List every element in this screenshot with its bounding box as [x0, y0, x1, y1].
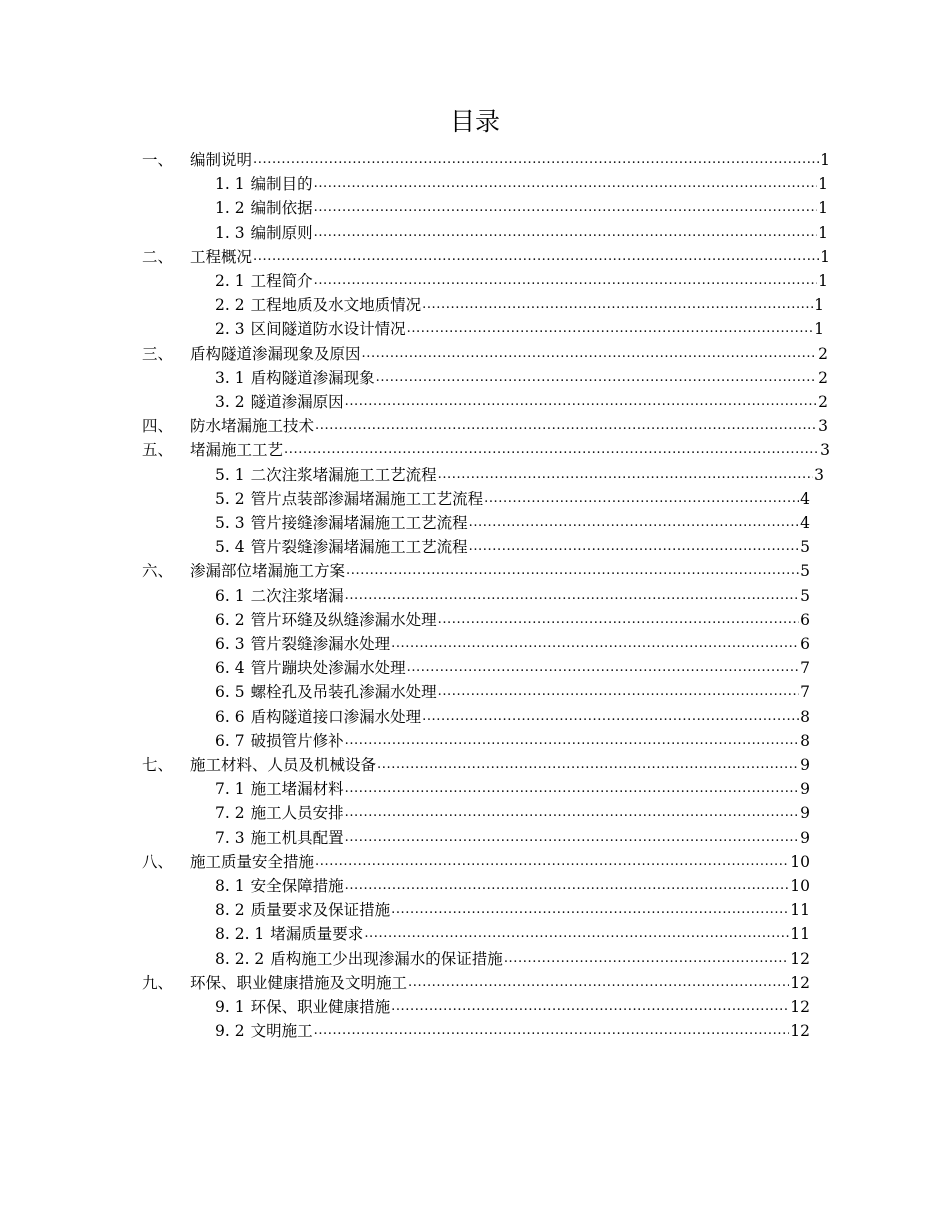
toc-entry-title [215, 174, 313, 194]
toc-entry-label: 破损管片修补 [250, 731, 344, 750]
toc-entry-number: 四、 [142, 417, 174, 436]
toc-section-entry[interactable] [215, 364, 828, 388]
toc-entry-title [142, 561, 345, 581]
toc-section-entry[interactable] [215, 678, 810, 702]
toc-section-entry[interactable] [215, 170, 828, 194]
toc-entry-label: 二次注浆堵漏施工工艺流程 [250, 465, 437, 484]
toc-dot-leader [438, 610, 800, 630]
toc-section-entry[interactable] [215, 291, 824, 315]
toc-entry-title [215, 513, 468, 533]
toc-entry-label: 盾构隧道接口渗漏水处理 [250, 707, 422, 726]
toc-page-number: 5 [800, 538, 810, 557]
toc-entry-label: 编制目的 [250, 175, 313, 194]
toc-chapter-entry[interactable] [142, 848, 810, 872]
toc-chapter-entry[interactable] [142, 751, 810, 775]
toc-section-entry[interactable] [215, 775, 810, 799]
toc-page-number: 9 [800, 828, 810, 847]
toc-entry-number: 9. 2 [215, 1022, 245, 1041]
toc-page-number: 3 [818, 417, 828, 436]
toc-chapter-entry[interactable] [142, 969, 810, 993]
toc-entry-label: 防水堵漏施工技术 [190, 417, 315, 436]
toc-entry-label: 环保、职业健康措施及文明施工 [190, 973, 408, 992]
toc-entry-label: 堵漏质量要求 [270, 925, 364, 944]
toc-dot-leader [484, 489, 799, 509]
toc-section-entry[interactable] [215, 703, 810, 727]
toc-page-number: 3 [820, 441, 830, 460]
toc-entry-title [215, 489, 483, 509]
toc-section-entry[interactable] [215, 920, 810, 944]
toc-chapter-entry[interactable] [142, 412, 828, 436]
toc-entry-label: 盾构隧道渗漏现象 [250, 368, 375, 387]
toc-page-number: 2 [818, 344, 828, 363]
toc-entry-number: 6. 6 [215, 707, 245, 726]
toc-entry-number: 2. 3 [215, 320, 245, 339]
toc-dot-leader [345, 828, 800, 848]
toc-page-number: 1 [818, 223, 828, 242]
toc-entry-number: 5. 4 [215, 538, 245, 557]
toc-dot-leader [391, 900, 789, 920]
toc-entry-title [215, 319, 406, 339]
toc-dot-leader [362, 344, 818, 364]
toc-entry-title [142, 150, 252, 170]
toc-dot-leader [345, 803, 800, 823]
toc-page-number: 1 [814, 296, 824, 315]
toc-dot-leader [253, 150, 819, 170]
toc-entry-number: 7. 3 [215, 828, 245, 847]
toc-entry-label: 隧道渗漏原因 [250, 393, 344, 411]
toc-entry-number: 3. 1 [215, 368, 245, 387]
toc-page-number: 1 [820, 247, 830, 266]
toc-page-number: 1 [818, 272, 828, 290]
toc-dot-leader [422, 707, 799, 727]
toc-entry-number: 6. 3 [215, 635, 245, 653]
toc-section-entry[interactable] [215, 267, 828, 291]
toc-entry-label: 管片裂缝渗漏堵漏施工工艺流程 [250, 538, 468, 557]
toc-entry-number: 2. 1 [215, 272, 245, 290]
toc-chapter-entry[interactable] [142, 340, 828, 364]
toc-entry-label: 管片裂缝渗漏水处理 [250, 635, 391, 653]
toc-entry-title [142, 973, 407, 993]
toc-page-number: 10 [790, 877, 810, 895]
toc-section-entry[interactable] [215, 315, 824, 339]
toc-page-number: 12 [790, 973, 810, 992]
toc-dot-leader [345, 779, 800, 799]
toc-entry-title [215, 368, 375, 388]
toc-section-entry[interactable] [215, 654, 810, 678]
toc-entry-label: 施工材料、人员及机械设备 [190, 756, 377, 774]
toc-dot-leader [364, 924, 789, 944]
toc-page-number: 2 [818, 368, 828, 387]
toc-page-number: 1 [818, 199, 828, 218]
toc-entry-number: 6. 7 [215, 731, 245, 750]
toc-entry-number: 2. 2 [215, 296, 245, 315]
toc-entry-label: 盾构施工少出现渗漏水的保证措施 [270, 949, 503, 968]
toc-page-number: 5 [800, 586, 810, 605]
toc-entry-label: 质量要求及保证措施 [250, 901, 391, 920]
toc-entry-number: 6. 5 [215, 683, 245, 702]
toc-entry-number: 6. 4 [215, 659, 245, 678]
toc-page-number: 4 [800, 514, 810, 532]
toc-entry-label: 施工机具配置 [250, 828, 344, 847]
toc-entry-title [215, 731, 344, 751]
toc-entry-label: 管片接缝渗漏堵漏施工工艺流程 [250, 514, 468, 532]
toc-entry-label: 工程简介 [250, 272, 313, 290]
toc-dot-leader [391, 997, 789, 1017]
toc-entry-title [142, 755, 376, 775]
toc-entry-number: 9. 1 [215, 998, 245, 1016]
toc-entry-label: 编制说明 [190, 151, 253, 169]
toc-page-number: 8 [800, 707, 810, 726]
toc-entry-label: 渗漏部位堵漏施工方案 [190, 562, 346, 581]
toc-dot-leader [407, 658, 800, 678]
toc-page-number: 11 [790, 901, 810, 920]
toc-entry-number: 七、 [142, 756, 174, 774]
toc-entry-label: 环保、职业健康措施 [250, 998, 391, 1016]
toc-dot-leader [345, 586, 800, 606]
toc-entry-title [215, 465, 437, 485]
toc-entry-title [215, 198, 313, 218]
toc-entry-number: 6. 1 [215, 586, 245, 605]
toc-entry-number: 一、 [142, 151, 174, 169]
toc-dot-leader [438, 682, 800, 702]
toc-chapter-entry[interactable] [142, 436, 830, 460]
toc-entry-title [215, 779, 344, 799]
toc-dot-leader [422, 295, 813, 315]
toc-dot-leader [469, 537, 800, 557]
toc-dot-leader [469, 513, 800, 533]
toc-dot-leader [391, 634, 799, 654]
toc-chapter-entry[interactable] [142, 243, 830, 267]
toc-entry-number: 8. 2. 1 [215, 925, 265, 944]
toc-entry-title [142, 440, 283, 460]
toc-entry-label: 管片环缝及纵缝渗漏水处理 [250, 610, 437, 629]
toc-page-number: 12 [790, 1022, 810, 1041]
toc-page-number: 8 [800, 731, 810, 750]
toc-entry-title [215, 392, 344, 412]
toc-dot-leader [376, 368, 818, 388]
toc-section-entry[interactable] [215, 945, 810, 969]
toc-entry-title [215, 803, 344, 823]
toc-entry-title [215, 271, 313, 291]
toc-entry-label: 施工堵漏材料 [250, 780, 344, 799]
toc-entry-number: 8. 1 [215, 877, 245, 895]
toc-entry-label: 施工质量安全措施 [190, 852, 315, 871]
toc-section-entry[interactable] [215, 872, 810, 896]
toc-page-number: 1 [814, 320, 824, 339]
toc-entry-label: 安全保障措施 [250, 877, 344, 895]
toc-entry-label: 编制依据 [250, 199, 313, 218]
toc-entry-label: 区间隧道防水设计情况 [250, 320, 406, 339]
toc-section-entry[interactable] [215, 606, 810, 630]
toc-entry-label: 管片点装部渗漏堵漏施工工艺流程 [250, 489, 484, 508]
toc-entry-label: 工程概况 [190, 247, 253, 266]
toc-entry-title [215, 900, 390, 920]
toc-entry-label: 文明施工 [250, 1022, 313, 1041]
toc-entry-title [215, 828, 344, 848]
toc-section-entry[interactable] [215, 485, 810, 509]
toc-entry-title [142, 852, 314, 872]
toc-page-number: 7 [800, 683, 810, 702]
toc-page-number: 3 [814, 465, 824, 484]
toc-entry-title [142, 416, 314, 436]
toc-entry-label: 工程地质及水文地质情况 [250, 296, 422, 315]
toc-entry-label: 施工人员安排 [250, 804, 344, 823]
toc-dot-leader [284, 440, 819, 460]
toc-entry-title [215, 658, 406, 678]
toc-page-number: 4 [800, 489, 810, 508]
toc-entry-title [215, 876, 344, 896]
toc-page-number: 9 [800, 804, 810, 823]
toc-entry-label: 螺栓孔及吊装孔渗漏水处理 [250, 683, 437, 702]
toc-entry-number: 7. 1 [215, 780, 245, 799]
toc-entry-number: 三、 [142, 344, 174, 363]
toc-page-number: 9 [800, 780, 810, 799]
toc-dot-leader [253, 247, 819, 267]
toc-section-entry[interactable] [215, 194, 828, 218]
toc-page-number: 5 [800, 562, 810, 581]
toc-section-entry[interactable] [215, 1017, 810, 1041]
toc-dot-leader [438, 465, 814, 485]
toc-dot-leader [314, 1021, 790, 1041]
toc-entry-title [142, 247, 252, 267]
toc-page-number: 6 [800, 635, 810, 653]
toc-section-entry[interactable] [215, 993, 810, 1017]
toc-entry-number: 7. 2 [215, 804, 245, 823]
toc-entry-number: 5. 2 [215, 489, 245, 508]
toc-entry-label: 堵漏施工工艺 [190, 441, 284, 460]
toc-entry-label: 二次注浆堵漏 [250, 586, 344, 605]
toc-dot-leader [314, 198, 818, 218]
toc-entry-number: 五、 [142, 441, 174, 460]
toc-dot-leader [314, 271, 818, 291]
toc-page-number: 12 [790, 949, 810, 968]
toc-entry-title [215, 634, 390, 654]
toc-entry-number: 5. 3 [215, 514, 245, 532]
toc-dot-leader [345, 876, 790, 896]
toc-entry-number: 8. 2. 2 [215, 949, 265, 968]
toc-page-number: 7 [800, 659, 810, 678]
toc-dot-leader [346, 561, 799, 581]
toc-entry-title [215, 223, 313, 243]
toc-chapter-entry[interactable] [142, 146, 830, 170]
toc-entry-title [142, 344, 361, 364]
toc-entry-number: 八、 [142, 852, 174, 871]
toc-section-entry[interactable] [215, 509, 810, 533]
toc-section-entry[interactable] [215, 533, 810, 557]
toc-entry-title [215, 924, 363, 944]
toc-dot-leader [377, 755, 799, 775]
toc-page-number: 2 [818, 393, 828, 411]
toc-entry-number: 6. 2 [215, 610, 245, 629]
toc-entry-title [215, 537, 468, 557]
toc-entry-title [215, 295, 421, 315]
toc-entry-title [215, 997, 390, 1017]
toc-dot-leader [315, 416, 817, 436]
toc-page-number: 10 [790, 852, 810, 871]
toc-entry-label: 管片蹦块处渗漏水处理 [250, 659, 406, 678]
toc-entry-title [215, 610, 437, 630]
toc-section-entry[interactable] [215, 582, 810, 606]
page-title: 目录 [449, 107, 500, 136]
toc-dot-leader [345, 731, 800, 751]
toc-entry-number: 5. 1 [215, 465, 245, 484]
toc-entry-number: 1. 1 [215, 175, 245, 194]
toc-entry-title [215, 1021, 313, 1041]
toc-entry-label: 编制原则 [250, 223, 313, 242]
toc-dot-leader [407, 319, 814, 339]
toc-page-number: 9 [800, 756, 810, 774]
toc-chapter-entry[interactable] [142, 557, 810, 581]
toc-entry-number: 8. 2 [215, 901, 245, 920]
toc-entry-title [215, 707, 421, 727]
toc-section-entry[interactable] [215, 896, 810, 920]
toc-section-entry[interactable] [215, 630, 810, 654]
toc-dot-leader [314, 174, 818, 194]
toc-entry-number: 1. 3 [215, 223, 245, 242]
toc-entry-number: 1. 2 [215, 199, 245, 218]
toc-section-entry[interactable] [215, 388, 828, 412]
toc-section-entry[interactable] [215, 219, 828, 243]
toc-section-entry[interactable] [215, 824, 810, 848]
toc-dot-leader [408, 973, 789, 993]
toc-dot-leader [504, 949, 789, 969]
toc-page-number: 6 [800, 610, 810, 629]
toc-section-entry[interactable] [215, 799, 810, 823]
toc-dot-leader [345, 392, 818, 412]
toc-entry-title [215, 682, 437, 702]
toc-entry-number: 六、 [142, 562, 174, 581]
toc-entry-number: 二、 [142, 247, 174, 266]
toc-page-number: 12 [790, 998, 810, 1016]
toc-section-entry[interactable] [215, 727, 810, 751]
toc-page-number: 11 [790, 925, 810, 944]
toc-entry-label: 盾构隧道渗漏现象及原因 [190, 344, 361, 363]
toc-entry-title [215, 949, 503, 969]
toc-page-number: 1 [820, 151, 830, 169]
toc-page-number: 1 [818, 175, 828, 194]
toc-section-entry[interactable] [215, 461, 824, 485]
toc-entry-number: 九、 [142, 973, 174, 992]
toc-entry-number: 3. 2 [215, 393, 245, 411]
toc-entry-title [215, 586, 344, 606]
toc-dot-leader [314, 223, 818, 243]
toc-dot-leader [315, 852, 789, 872]
